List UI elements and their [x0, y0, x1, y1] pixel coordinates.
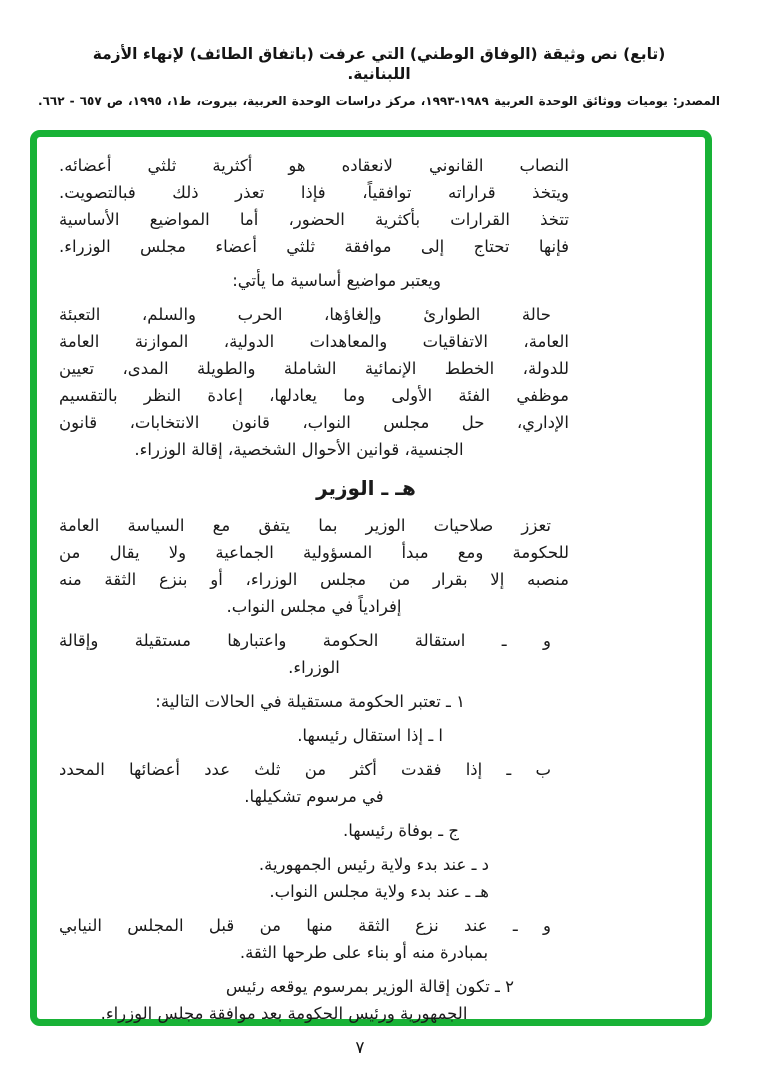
- body-line: النصاب القانوني لانعقاده هو أكثرية ثلثي أعضائه.: [59, 156, 569, 175]
- body-line: فإنها تحتاج إلى موافقة ثلثي أعضاء مجلس الوزراء.: [59, 237, 569, 256]
- green-border-frame: [30, 130, 712, 1026]
- list-item: ب ـ إذا فقدت أكثر من ثلث عدد أعضائها المحدد: [59, 760, 551, 779]
- body-line: الوزراء.: [288, 658, 340, 677]
- document-body: [59, 152, 699, 1027]
- source-citation: المصدر: يوميات ووثائق الوحدة العربية ١٩٨٩-١٩٩٣، مركز دراسات الوحدة العربية، بيروت، ط١، ١٩٩٥، ص ٦٥٧ - ٦٦٢.: [38, 94, 720, 109]
- body-line: العامة، الاتفاقيات والمعاهدات الدولية، الموازنة العامة: [59, 332, 569, 351]
- list-item: د ـ عند بدء ولاية رئيس الجمهورية.: [258, 855, 489, 874]
- body-line: حالة الطوارئ وإلغاؤها، الحرب والسلم، التعبئة: [59, 305, 551, 324]
- body-line: للحكومة ومع مبدأ المسؤولية الجماعية ولا يقال من: [59, 543, 569, 562]
- body-line: موظفي الفئة الأولى وما يعادلها، إعادة النظر بالتقسيم: [59, 386, 569, 405]
- body-line: بمبادرة منه أو بناء على طرحها الثقة.: [239, 943, 489, 962]
- list-item: و ـ عند نزع الثقة منها من قبل المجلس النيابي: [59, 916, 551, 935]
- body-line: للدولة، الخطط الإنمائية الشاملة والطويلة المدى، تعيين: [59, 359, 569, 378]
- list-item: هـ ـ عند بدء ولاية مجلس النواب.: [269, 882, 489, 901]
- document-title: (تابع) نص وثيقة (الوفاق الوطني) التي عرفت (باتفاق الطائف) لإنهاء الأزمة اللبنانية.: [92, 45, 666, 84]
- page-number: ٧: [355, 1038, 365, 1058]
- body-line: الجنسية، قوانين الأحوال الشخصية، إقالة الوزراء.: [134, 440, 464, 459]
- list-item: ج ـ بوفاة رئيسها.: [342, 821, 459, 840]
- page-header: [0, 44, 758, 110]
- body-line: ويتخذ قراراته توافقياً، فإذا تعذر ذلك فبالتصويت.: [59, 183, 569, 202]
- body-line: تتخذ القرارات بأكثرية الحضور، أما المواضيع الأساسية: [59, 210, 569, 229]
- list-item: ١ ـ تعتبر الحكومة مستقيلة في الحالات التالية:: [155, 692, 465, 711]
- body-line: منصبه إلا بقرار من مجلس الوزراء، أو بنزع الثقة منه: [59, 570, 569, 589]
- body-line: إفرادياً في مجلس النواب.: [226, 597, 402, 616]
- list-item: ٢ ـ تكون إقالة الوزير بمرسوم يوقعه رئيس: [225, 977, 514, 996]
- body-line: و ـ استقالة الحكومة واعتبارها مستقيلة وإقالة: [59, 631, 551, 650]
- list-item: ا ـ إذا استقال رئيسها.: [297, 726, 443, 745]
- body-line: ويعتبر مواضيع أساسية ما يأتي:: [232, 271, 441, 290]
- body-line: الإداري، حل مجلس النواب، قانون الانتخابات، قانون: [59, 413, 569, 432]
- section-heading: هـ ـ الوزير: [316, 476, 416, 500]
- body-line: الجمهورية ورئيس الحكومة بعد موافقة مجلس الوزراء.: [100, 1004, 468, 1023]
- body-line: في مرسوم تشكيلها.: [244, 787, 384, 806]
- body-line: تعزز صلاحيات الوزير بما يتفق مع السياسة العامة: [59, 516, 551, 535]
